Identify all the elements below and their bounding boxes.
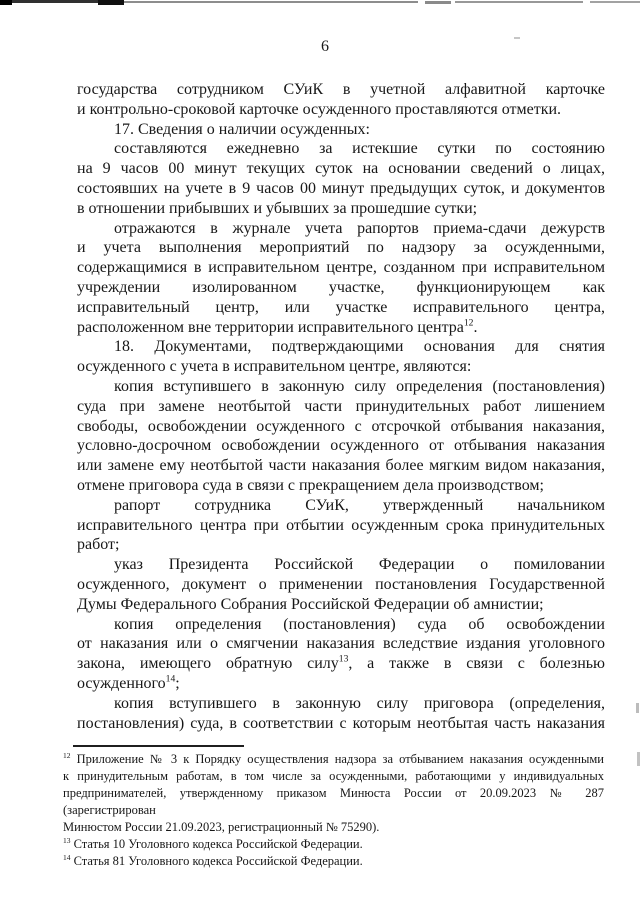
scan-strip-segment <box>0 0 12 5</box>
footnote-separator-rule <box>73 745 244 747</box>
footnote-line: $^{12}$ Приложение № 3 к Порядку осуществления надзора за отбыванием наказания осужденными <box>63 751 604 766</box>
text-line: и учета выполнения мероприятий по надзору за осужденными, <box>77 239 605 257</box>
text-line: указ Президента Российской Федерации о помиловании <box>114 556 605 574</box>
text-line: осужденного$^{14}$; <box>77 673 180 692</box>
scan-strip-segment <box>425 1 451 4</box>
text-line: на 9 часов 00 минут текущих суток на основании сведений о лицах, <box>77 160 605 178</box>
footnote-marker: 12 <box>463 317 474 329</box>
text-line: осужденного, документ о применении постановления Государственной <box>77 575 605 593</box>
text-line: осужденного с учета в исправительном центре, являются: <box>77 358 472 376</box>
footnote-line: к принудительным работам, в том числе за осужденными, работающими у индивидуальных <box>63 769 604 783</box>
scan-strip-segment <box>455 1 583 3</box>
text-line: копия вступившего в законную силу приговора (определения, <box>114 694 605 712</box>
text-line: и контрольно-сроковой карточке осужденного проставляются отметки. <box>77 100 562 118</box>
footnote-line: Минюстом России 21.09.2023, регистрационный № 75290). <box>63 820 380 834</box>
text-line: или замене ему неотбытой части наказания более мягким видом наказания, <box>77 457 605 475</box>
text-line: состоявших на учете в 9 часов 00 минут предыдущих суток, и документов <box>77 179 605 197</box>
page-number: 6 <box>321 38 329 55</box>
footnote-line: $^{14}$ Статья 81 Уголовного кодекса Российской Федерации. <box>63 853 363 868</box>
text-line: работ; <box>77 536 120 554</box>
scan-strip-segment <box>590 1 640 3</box>
text-line: закона, имеющего обратную силу$^{13}$, а также в связи с болезнью <box>77 654 605 673</box>
document-body <box>77 80 605 733</box>
text-line: государства сотрудником СУиК в учетной алфавитной карточке <box>77 81 605 98</box>
text-line: копия вступившего в законную силу определения (постановления) <box>114 377 605 395</box>
text-line: свободы, освобождении осужденного с отсрочкой отбывания наказания, <box>77 417 605 435</box>
text-line: исправительного центра при отбытии осужденным срока принудительных <box>77 516 605 534</box>
footnote-marker: 12 <box>63 751 71 760</box>
text-line: содержащимися в исправительном центре, созданном при исправительном <box>77 259 605 277</box>
text-line: от наказания или о смягчении наказания вследствие издания уголовного <box>77 635 605 653</box>
footnote-line: $^{13}$ Статья 10 Уголовного кодекса Российской Федерации. <box>63 836 363 851</box>
scan-strip-segment <box>98 0 124 5</box>
footnotes-section <box>63 751 604 870</box>
text-line: составляются ежедневно за истекшие сутки по состоянию <box>114 140 605 158</box>
text-line: рапорт сотрудника СУиК, утвержденный начальником <box>114 496 605 514</box>
scan-speck <box>514 37 520 39</box>
text-line: постановления) суда, в соответствии с которым неотбытая часть наказания <box>77 714 605 732</box>
footnote-marker: 14 <box>165 673 176 685</box>
text-line: условно-досрочном освобождении осужденного от отбывания наказания <box>77 437 605 455</box>
text-line: 17. Сведения о наличии осужденных: <box>114 120 370 138</box>
scan-strip-segment <box>12 0 100 3</box>
footnote-marker: 13 <box>338 654 349 665</box>
text-line: отражаются в журнале учета рапортов приема-сдачи дежурств <box>114 219 605 237</box>
text-line: учреждении изолированном участке, функционирующем как <box>77 278 605 296</box>
text-line: копия определения (постановления) суда об освобождении <box>114 615 605 633</box>
footnote-marker: 14 <box>63 853 71 862</box>
footnote-marker: 13 <box>63 836 71 845</box>
text-line: исправительный центр, или участке исправительного центра, <box>77 298 605 316</box>
text-line: Думы Федерального Собрания Российской Федерации об амнистии; <box>77 595 544 613</box>
text-line: суда при замене неотбытой части принудительных работ лишением <box>77 397 605 415</box>
text-line: отмене приговора суда в связи с прекращением дела производством; <box>77 476 544 494</box>
text-line: расположенном вне территории исправительного центра$^{12}$. <box>77 317 478 336</box>
scan-strip-segment <box>124 1 418 3</box>
scan-speck <box>636 703 639 713</box>
footnote-line: предпринимателей, утвержденному приказом Минюста России от 20.09.2023 № 287 (зарегистрирован <box>63 786 604 817</box>
text-line: 18. Документами, подтверждающими основания для снятия <box>114 338 605 356</box>
text-line: в отношении прибывших и убывших за прошедшие сутки; <box>77 199 478 217</box>
